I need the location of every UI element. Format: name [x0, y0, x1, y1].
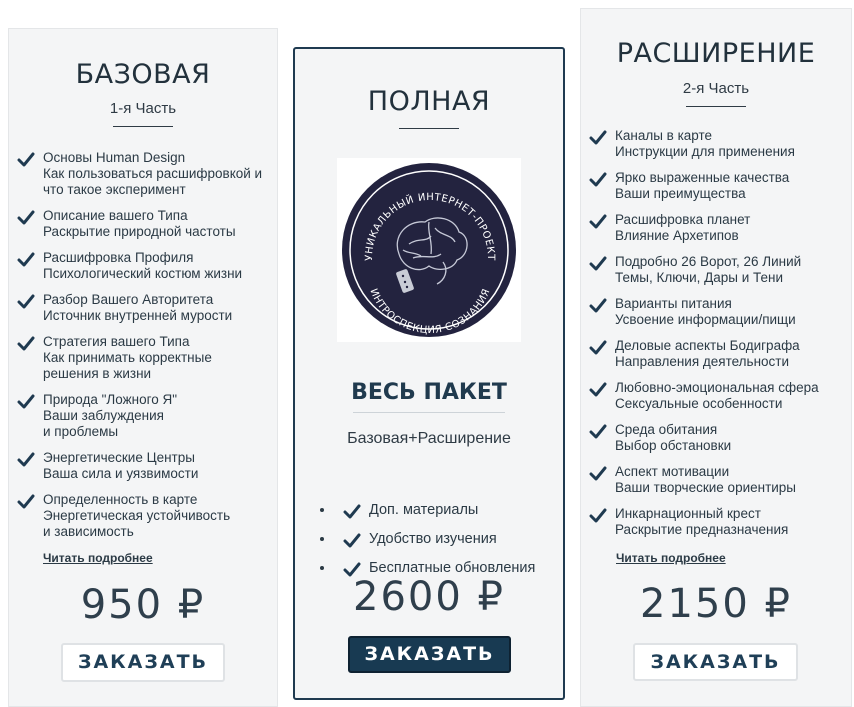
- feature-line: Варианты питания: [615, 296, 732, 311]
- check-icon: [343, 532, 361, 550]
- project-logo: [337, 158, 521, 342]
- order-button[interactable]: ЗАКАЗАТЬ: [633, 643, 798, 681]
- feature-line: и зависимость: [43, 524, 134, 539]
- feature-line: Расшифровка Профиля: [43, 250, 194, 265]
- feature-item: [9, 150, 277, 198]
- feature-line: Психологический костюм жизни: [43, 266, 243, 281]
- plan-card-full: [293, 47, 565, 700]
- feature-line: Влияние Архетипов: [615, 228, 739, 243]
- feature-item: [581, 464, 851, 496]
- feature-line: Подробно 26 Ворот, 26 Линий: [615, 254, 802, 269]
- feature-line: Инкарнационный крест: [615, 506, 761, 521]
- price: 950 ₽: [80, 582, 206, 628]
- check-icon: [589, 381, 607, 399]
- check-icon: [589, 297, 607, 315]
- feature-line: Как пользоваться расшифровкой и: [43, 166, 263, 181]
- title-divider: [399, 128, 459, 129]
- feature-line: Стратегия вашего Типа: [43, 334, 190, 349]
- feature-line: Инструкции для применения: [615, 144, 795, 159]
- check-icon: [17, 209, 35, 227]
- check-icon: [589, 171, 607, 189]
- extra-label: • Бесплатные обновления: [369, 560, 536, 576]
- feature-line: и проблемы: [43, 424, 119, 439]
- check-icon: [17, 451, 35, 469]
- feature-item: [9, 250, 277, 282]
- plan-title: РАСШИРЕНИЕ: [616, 38, 816, 69]
- feature-item: [9, 208, 277, 240]
- check-icon: [589, 339, 607, 357]
- check-icon: [589, 129, 607, 147]
- extra-label: • Удобство изучения: [369, 531, 497, 547]
- feature-item: [581, 254, 851, 286]
- feature-line: Определенность в карте: [43, 492, 198, 507]
- plan-card-base: [8, 28, 278, 707]
- feature-line: Любовно-эмоциональная сфера: [615, 380, 819, 395]
- plan-subtitle: 2-я Часть: [682, 80, 750, 97]
- feature-item: [581, 506, 851, 538]
- feature-line: Как принимать корректные: [43, 350, 212, 365]
- feature-line: Разбор Вашего Авторитета: [43, 292, 214, 307]
- feature-line: Расшифровка планет: [615, 212, 751, 227]
- feature-line: Ваша сила и уязвимости: [43, 466, 199, 481]
- feature-line: что такое эксперимент: [43, 182, 186, 197]
- feature-line: Описание вашего Типа: [43, 208, 188, 223]
- title-divider: [686, 106, 746, 107]
- check-icon: [589, 255, 607, 273]
- read-more-link[interactable]: Читать подробнее: [43, 551, 153, 565]
- check-icon: [589, 423, 607, 441]
- feature-line: Среда обитания: [615, 422, 718, 437]
- check-icon: [17, 151, 35, 169]
- brain-logo-icon: [337, 158, 521, 342]
- feature-line: Выбор обстановки: [615, 438, 732, 453]
- feature-line: Ваши заблуждения: [43, 408, 164, 423]
- feature-line: Энергетическая устойчивость: [43, 508, 231, 523]
- logo-text-bottom: ИНТРОСПЕКЦИЯ СОЗНАНИЯ: [367, 287, 493, 337]
- feature-line: Сексуальные особенности: [615, 396, 783, 411]
- feature-item: [9, 392, 277, 440]
- feature-line: Раскрытие предназначения: [615, 522, 789, 537]
- extra-item: [335, 502, 563, 519]
- order-button[interactable]: ЗАКАЗАТЬ: [61, 643, 225, 682]
- check-icon: [17, 393, 35, 411]
- feature-item: [581, 338, 851, 370]
- title-divider: [113, 126, 173, 127]
- feature-item: [9, 450, 277, 482]
- price: 2600 ₽: [353, 574, 505, 620]
- feature-line: Раскрытие природной частоты: [43, 224, 236, 239]
- feature-list: [9, 150, 277, 550]
- feature-line: Ваши творческие ориентиры: [615, 480, 797, 495]
- plan-subtitle: 1-я Часть: [109, 100, 177, 117]
- package-subtitle: Базовая+Расширение: [347, 430, 511, 447]
- price: 2150 ₽: [640, 581, 792, 627]
- feature-item: [9, 292, 277, 324]
- check-icon: [17, 493, 35, 511]
- feature-list: [581, 128, 851, 548]
- feature-line: Ваши преимущества: [615, 186, 746, 201]
- feature-item: [581, 422, 851, 454]
- feature-line: решения в жизни: [43, 366, 152, 381]
- check-icon: [17, 335, 35, 353]
- logo-text-top: УНИКАЛЬНЫЙ ИНТЕРНЕТ-ПРОЕКТ: [363, 192, 497, 261]
- feature-line: Ярко выраженные качества: [615, 170, 790, 185]
- feature-line: Деловые аспекты Бодиграфа: [615, 338, 800, 353]
- package-divider: [353, 412, 505, 413]
- check-icon: [589, 507, 607, 525]
- feature-item: [581, 380, 851, 412]
- check-icon: [17, 251, 35, 269]
- feature-line: Направления деятельности: [615, 354, 790, 369]
- extra-label: • Доп. материалы: [369, 502, 479, 518]
- feature-line: Источник внутренней мурости: [43, 308, 233, 323]
- check-icon: [589, 465, 607, 483]
- feature-item: [581, 296, 851, 328]
- extra-item: [335, 531, 563, 548]
- package-title: ВЕСЬ ПАКЕТ: [351, 380, 507, 405]
- feature-line: Основы Human Design: [43, 150, 186, 165]
- order-button[interactable]: ЗАКАЗАТЬ: [348, 636, 511, 673]
- feature-line: Темы, Ключи, Дары и Тени: [615, 270, 784, 285]
- feature-line: Каналы в карте: [615, 128, 713, 143]
- feature-line: Аспект мотивации: [615, 464, 730, 479]
- feature-line: Усвоение информации/пищи: [615, 312, 796, 327]
- plan-title: БАЗОВАЯ: [75, 59, 211, 90]
- feature-line: Энергетические Центры: [43, 450, 195, 465]
- feature-item: [581, 170, 851, 202]
- check-icon: [343, 503, 361, 521]
- read-more-link[interactable]: Читать подробнее: [616, 551, 726, 565]
- feature-item: [581, 128, 851, 160]
- feature-line: Природа "Ложного Я": [43, 392, 178, 407]
- feature-item: [9, 334, 277, 382]
- feature-item: [581, 212, 851, 244]
- feature-item: [9, 492, 277, 540]
- plan-card-extension: [580, 8, 852, 707]
- plan-title: ПОЛНАЯ: [367, 86, 491, 117]
- check-icon: [589, 213, 607, 231]
- check-icon: [17, 293, 35, 311]
